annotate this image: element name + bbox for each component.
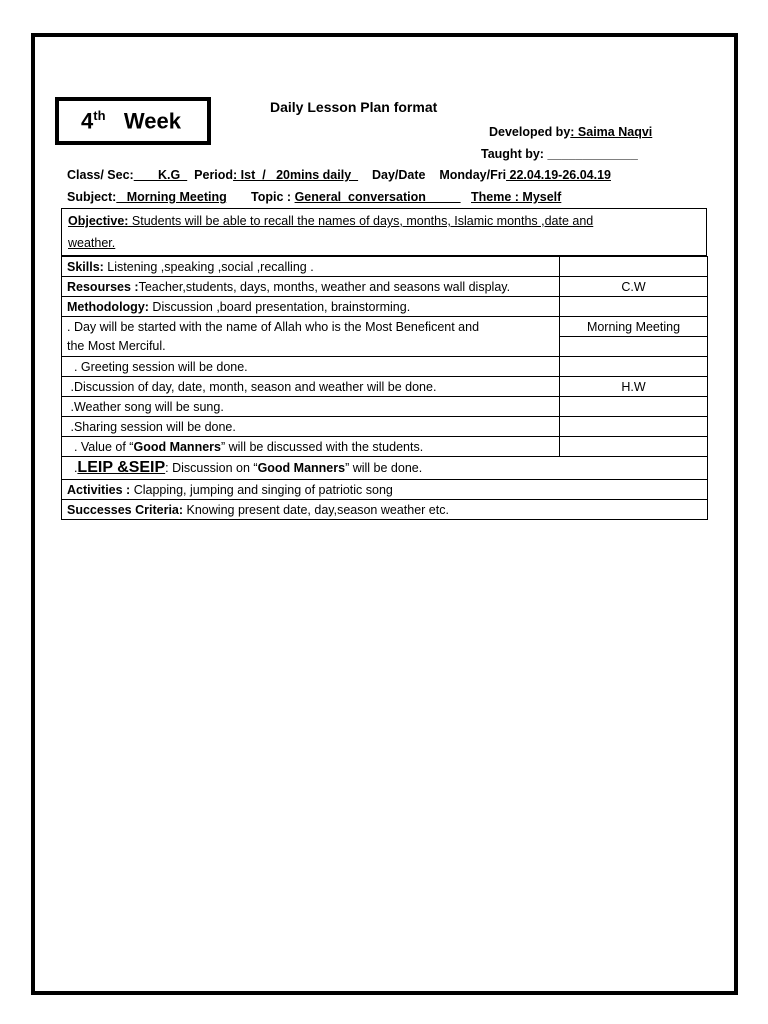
table-row (62, 257, 708, 277)
page-title: Daily Lesson Plan format (270, 99, 438, 115)
activities-text (62, 480, 708, 500)
table-row (62, 337, 708, 357)
week-word: Week (123, 108, 181, 134)
developed-value: : Saima Naqvi (570, 125, 653, 139)
row-side (560, 417, 708, 437)
taught-blank: _____________ (547, 147, 638, 161)
row-text: Resourses :Teacher,students, days, months, weather and seasons wall display. (62, 277, 560, 297)
leip-heading: LEIP &SEIP (77, 459, 166, 476)
subject-line (67, 190, 561, 204)
row-side (560, 357, 708, 377)
row-text: . Greeting session will be done. (62, 357, 560, 377)
week-box (55, 97, 211, 145)
developed-label: Developed by (489, 125, 571, 139)
row-side: C.W (560, 277, 708, 297)
period-label: Period (187, 168, 234, 182)
theme-spacer (461, 190, 471, 204)
topic-label: Topic : (226, 190, 295, 204)
theme-value: Theme : Myself (471, 190, 562, 204)
objective-line1: Students will be able to recall the names of days, months, Islamic months ,date and (128, 214, 594, 228)
lesson-table (61, 256, 708, 520)
manners-text: . Value of “Good Manners” will be discussed with the students. (62, 437, 560, 457)
leip-row (62, 457, 708, 480)
day-label: Day/Date Monday/Fri (358, 168, 507, 182)
taught-label: Taught by: (481, 147, 548, 161)
activities-label: Activities : (67, 482, 131, 497)
row-side (560, 297, 708, 317)
row-text: .Sharing session will be done. (62, 417, 560, 437)
subject-value: Morning Meeting (116, 190, 227, 204)
leip-text: .LEIP &SEIP: Discussion on “Good Manners” will be done. (62, 457, 708, 480)
criteria-row (62, 500, 708, 520)
criteria-label: Successes Criteria: (67, 502, 184, 517)
week-suffix: th (93, 108, 106, 123)
table-row (62, 397, 708, 417)
table-row (62, 317, 708, 337)
developed-by (489, 125, 652, 139)
table-row (62, 417, 708, 437)
row-side (560, 437, 708, 457)
row-side: H.W (560, 377, 708, 397)
objective-table (61, 208, 707, 256)
row-text: .Weather song will be sung. (62, 397, 560, 417)
row-text: . Day will be started with the name of Allah who is the Most Beneficent and (62, 317, 560, 337)
criteria-text (62, 500, 708, 520)
period-value: : Ist / 20mins daily (233, 168, 359, 182)
table-row (62, 277, 708, 297)
objective-label: Objective: (68, 214, 129, 228)
date-value: 22.04.19-26.04.19 (506, 168, 611, 182)
row-side (560, 257, 708, 277)
subject-label: Subject: (67, 190, 117, 204)
table-row (62, 357, 708, 377)
week-label (81, 108, 181, 134)
taught-by (481, 147, 638, 161)
row-text: the Most Merciful. (62, 337, 560, 357)
class-value: K.G (133, 168, 188, 182)
criteria-value: Knowing present date, day,season weather etc. (183, 502, 449, 517)
row-side (560, 397, 708, 417)
table-row (62, 297, 708, 317)
objective-text (68, 214, 593, 250)
class-line (67, 168, 611, 182)
objective-line2: weather. (68, 236, 116, 250)
row-text: Skills: Listening ,speaking ,social ,recalling . (62, 257, 560, 277)
objective-cell (62, 209, 707, 256)
activities-value: Clapping, jumping and singing of patriotic song (130, 482, 393, 497)
table-row (62, 377, 708, 397)
manners-row (62, 437, 708, 457)
week-number: 4 (81, 108, 94, 134)
row-text: .Discussion of day, date, month, season and weather will be done. (62, 377, 560, 397)
topic-value: General conversation (294, 190, 461, 204)
row-text: Methodology: Discussion ,board presentation, brainstorming. (62, 297, 560, 317)
class-label: Class/ Sec: (67, 168, 134, 182)
activities-row (62, 480, 708, 500)
row-side (560, 337, 708, 357)
row-side: Morning Meeting (560, 317, 708, 337)
